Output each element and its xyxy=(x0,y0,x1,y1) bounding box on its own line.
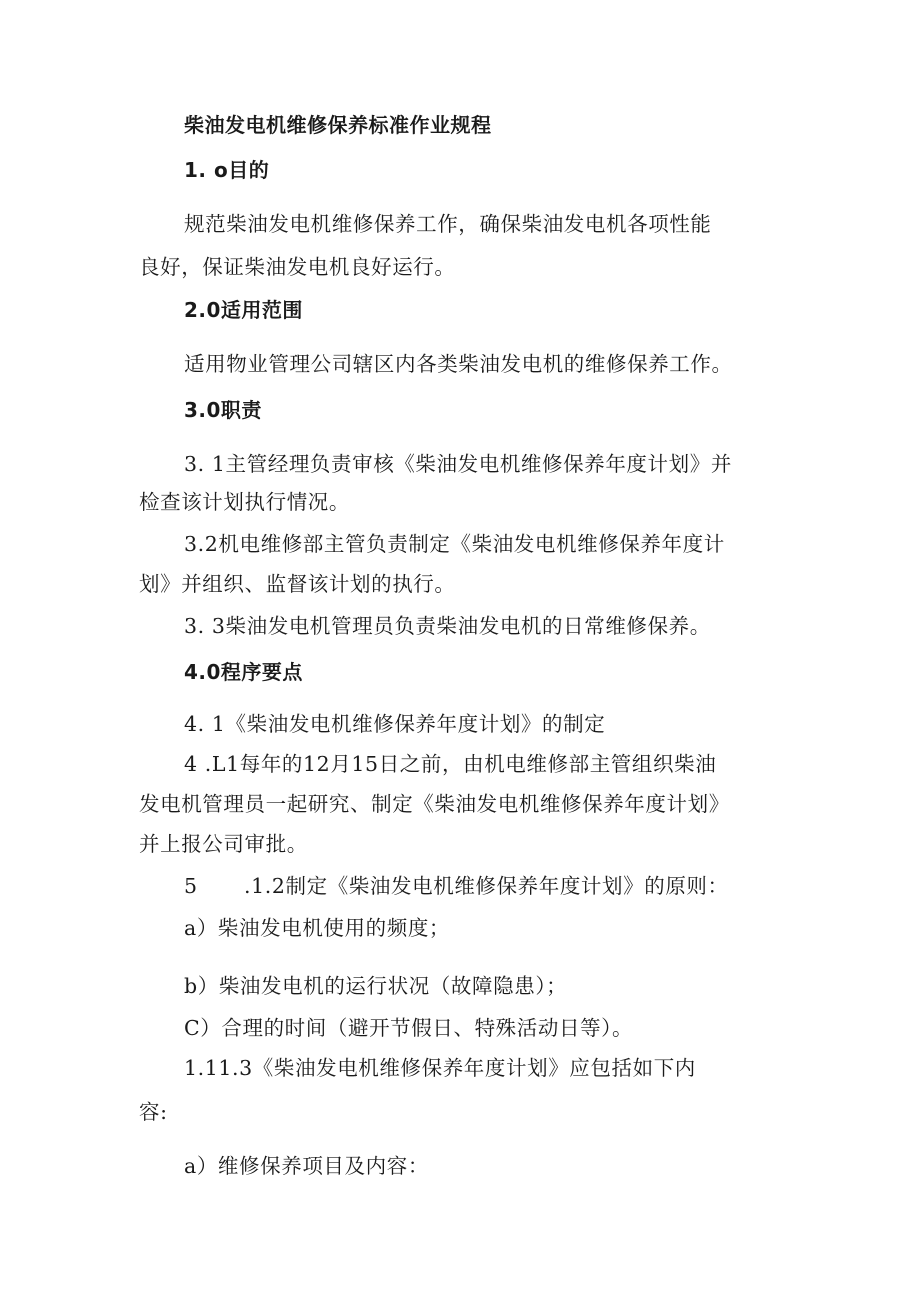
section-4-list-item: C）合理的时间（避开节假日、特殊活动日等）。 xyxy=(184,1016,634,1040)
section-3-item-line: 3. 1主管经理负责审核《柴油发电机维修保养年度计划》并 xyxy=(184,452,732,476)
section-1-heading: 1. o目的 xyxy=(184,158,270,182)
section-4-list-item: a）柴油发电机使用的频度； xyxy=(184,916,451,940)
section-4-heading: 4.0程序要点 xyxy=(184,660,303,684)
document-title: 柴油发电机维修保养标准作业规程 xyxy=(184,113,492,137)
section-4-item-line: 发电机管理员一起研究、制定《柴油发电机维修保养年度计划》 xyxy=(139,792,730,816)
section-3-item-line: 3. 3柴油发电机管理员负责柴油发电机的日常维修保养。 xyxy=(184,614,711,638)
section-4-list-item: a）维修保养项目及内容： xyxy=(184,1154,429,1178)
section-4-list-item: b）柴油发电机的运行状况（故障隐患）； xyxy=(184,974,568,998)
section-4-item-line: 4 .L1每年的12月15日之前，由机电维修部主管组织柴油 xyxy=(184,752,717,776)
section-4-item-line: 1.11.3《柴油发电机维修保养年度计划》应包括如下内 xyxy=(184,1056,696,1080)
section-3-item-line: 检查该计划执行情况。 xyxy=(139,490,350,514)
section-4-item-line: .1.2制定《柴油发电机维修保养年度计划》的原则： xyxy=(244,874,729,898)
section-3-item-line: 划》并组织、监督该计划的执行。 xyxy=(139,572,456,596)
section-3-item-line: 3.2机电维修部主管负责制定《柴油发电机维修保养年度计 xyxy=(184,532,725,556)
section-2-heading: 2.0适用范围 xyxy=(184,298,303,322)
section-4-item-number: 5 xyxy=(184,874,198,898)
section-1-paragraph-line: 规范柴油发电机维修保养工作，确保柴油发电机各项性能 xyxy=(184,212,712,236)
section-4-item-line: 4. 1《柴油发电机维修保养年度计划》的制定 xyxy=(184,712,606,736)
section-3-heading: 3.0职责 xyxy=(184,398,262,422)
section-4-item-line: 容: xyxy=(139,1100,168,1124)
section-4-item-line: 并上报公司审批。 xyxy=(139,832,308,856)
section-2-paragraph: 适用物业管理公司辖区内各类柴油发电机的维修保养工作。 xyxy=(184,352,733,376)
section-1-paragraph-line: 良好，保证柴油发电机良好运行。 xyxy=(139,255,456,279)
